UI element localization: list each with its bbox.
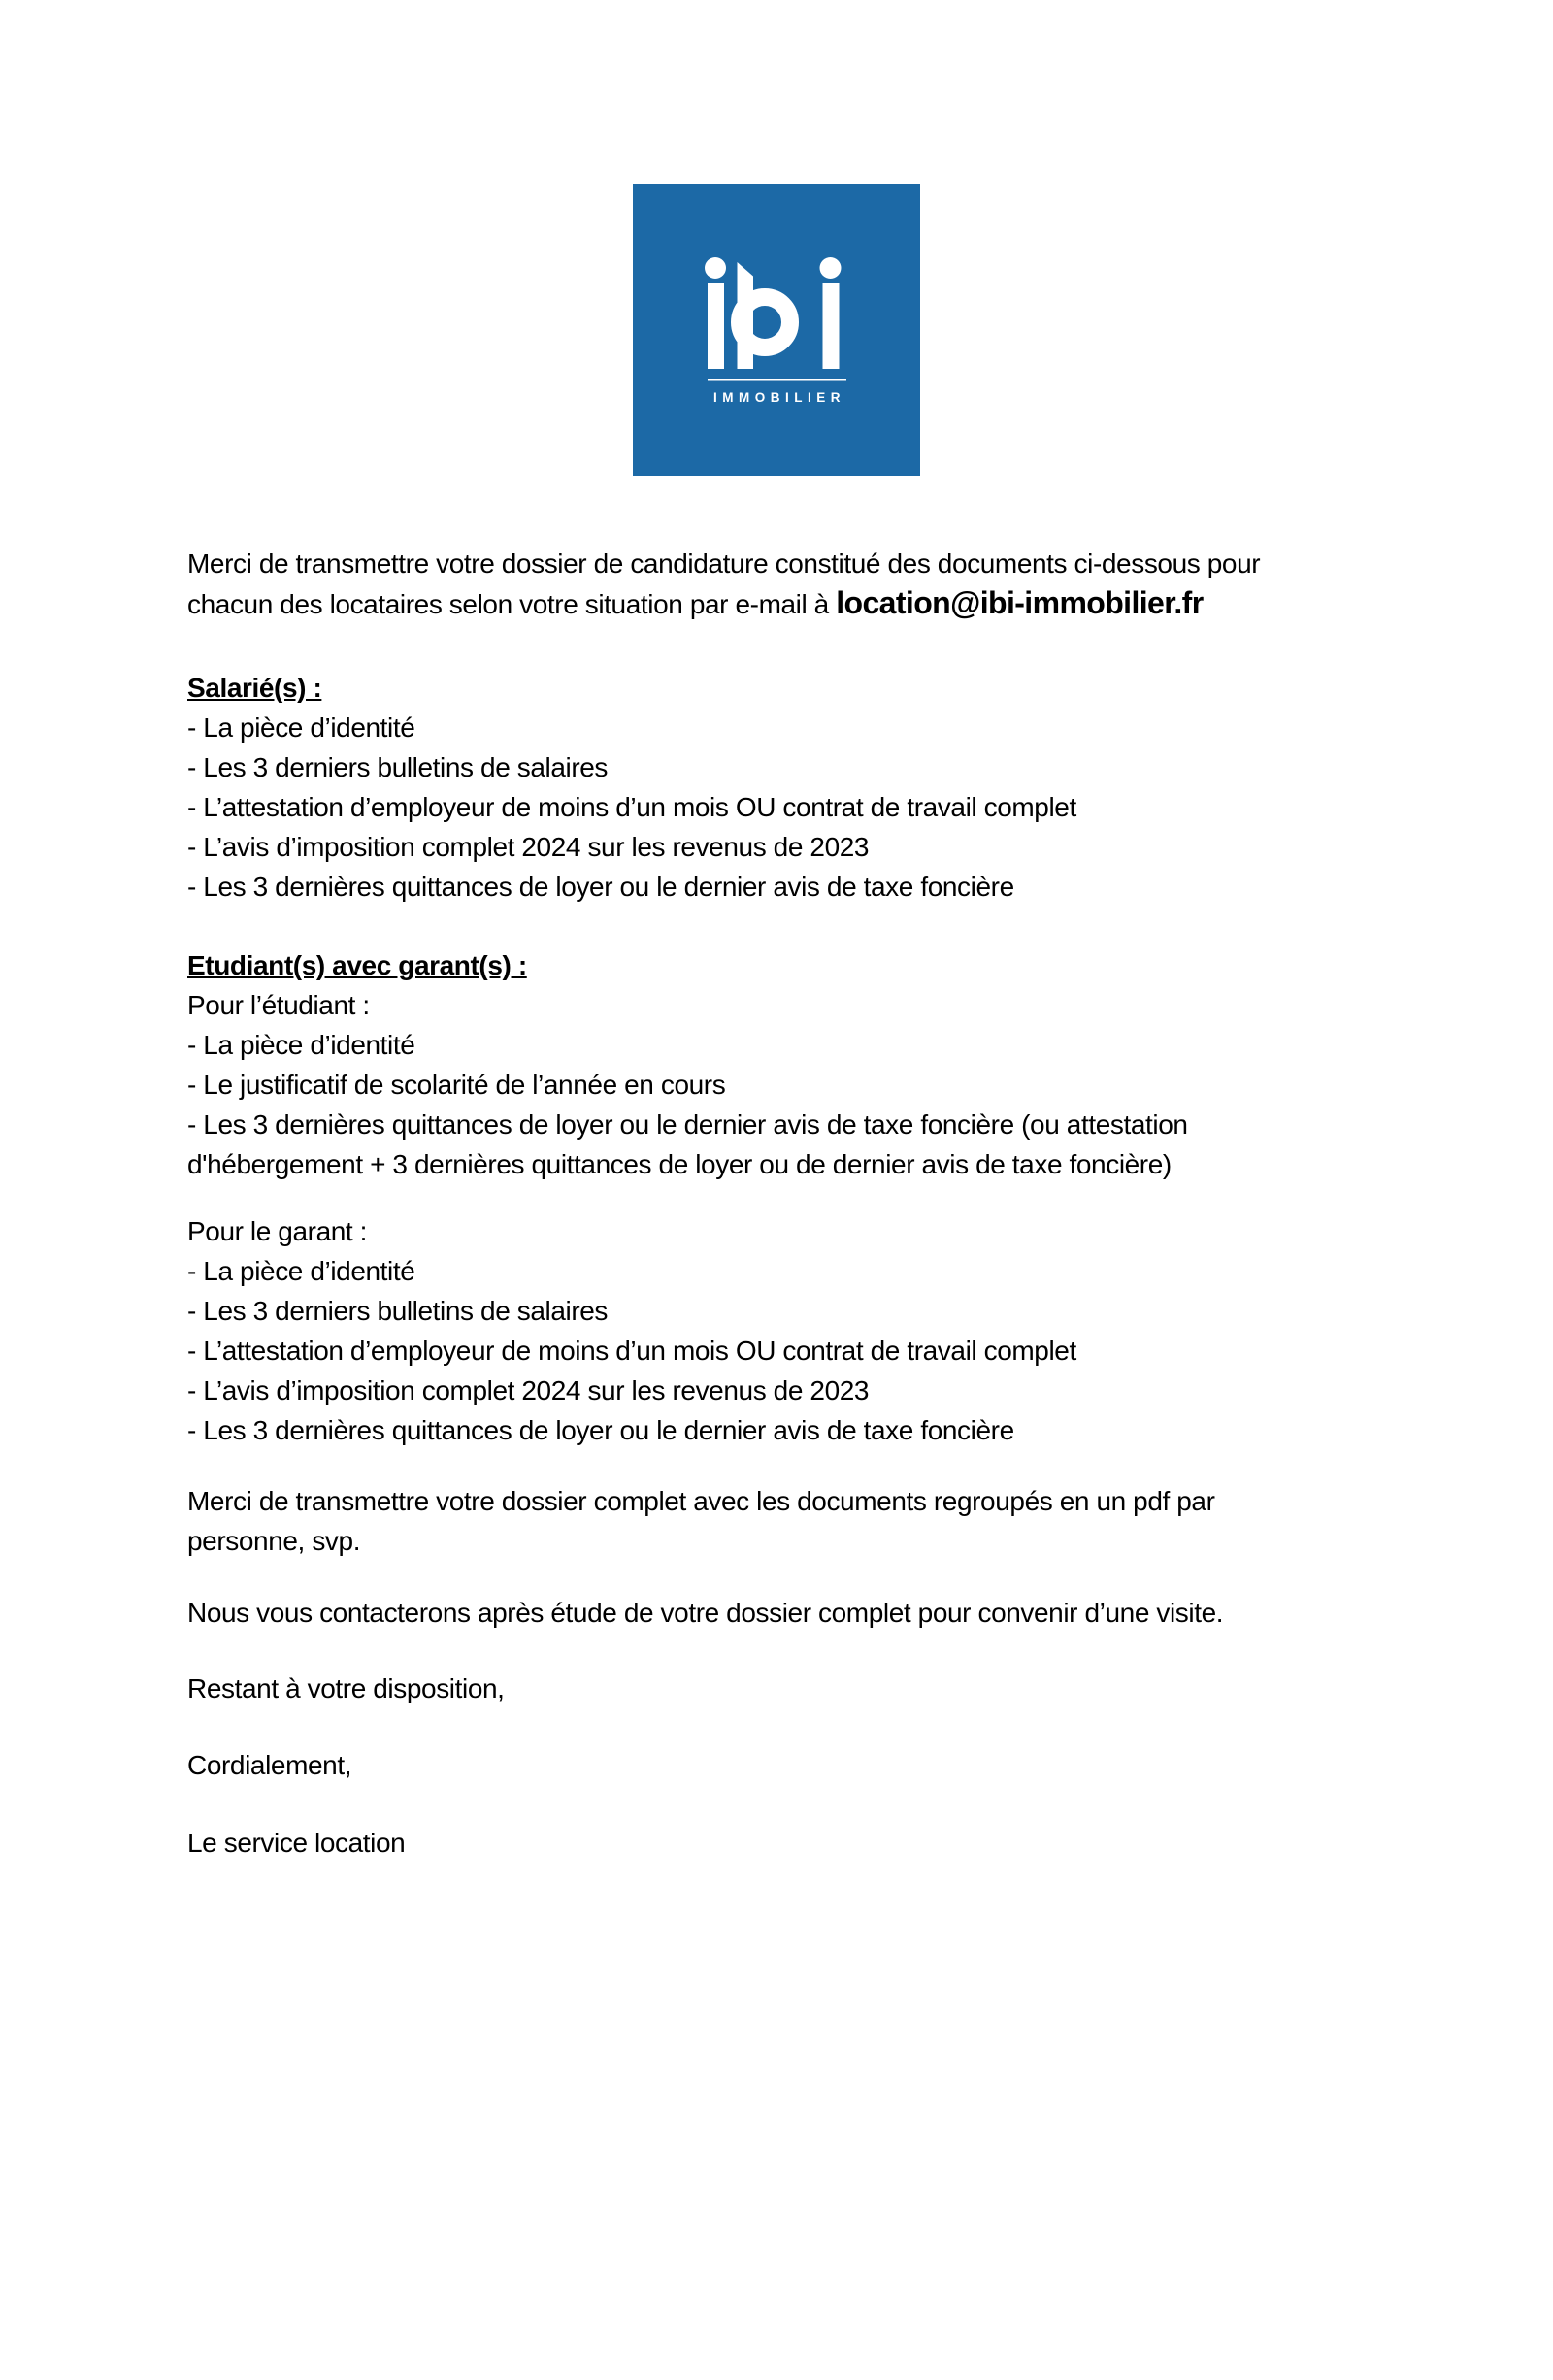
list-item: - La pièce d’identité <box>187 1256 415 1286</box>
closing-paragraph-cordialement: Cordialement, <box>187 1750 352 1780</box>
ibi-logo-icon <box>633 184 920 476</box>
letter-body <box>0 544 1553 1863</box>
closing-signature: Le service location <box>187 1828 406 1858</box>
list-item: - L’attestation d’employeur de moins d’un mois OU contrat de travail complet <box>187 792 1076 822</box>
list-item: - Les 3 dernières quittances de loyer ou le dernier avis de taxe foncière <box>187 1415 1014 1445</box>
guarantor-list <box>187 1251 1407 1450</box>
list-item: - La pièce d’identité <box>187 1030 415 1060</box>
closing-paragraph-pdf: Merci de transmettre votre dossier complet avec les documents regroupés en un pdf par personne, svp. <box>187 1486 1215 1556</box>
etudiants-heading: Etudiant(s) avec garant(s) : <box>187 950 527 980</box>
student-label: Pour l’étudiant : <box>187 990 370 1020</box>
section-etudiants <box>187 945 1407 1450</box>
list-item: - Le justificatif de scolarité de l’année en cours <box>187 1070 726 1100</box>
intro-text: Merci de transmettre votre dossier de candidature constitué des documents ci-dessous pour chacun des locataires selon votre situation par e-mail à <box>187 548 1261 619</box>
closing-paragraph-contact: Nous vous contacterons après étude de votre dossier complet pour convenir d’une visite. <box>187 1598 1224 1628</box>
list-item: - Les 3 derniers bulletins de salaires <box>187 1296 609 1326</box>
guarantor-label: Pour le garant : <box>187 1216 368 1246</box>
salaries-list <box>187 708 1407 907</box>
salaries-heading: Salarié(s) : <box>187 673 322 703</box>
section-salaries <box>187 668 1407 907</box>
intro-paragraph <box>187 544 1407 624</box>
ibi-immobilier-logo <box>633 184 920 476</box>
list-item: - L’avis d’imposition complet 2024 sur les revenus de 2023 <box>187 832 870 862</box>
student-block <box>187 985 1407 1184</box>
list-item: - L’avis d’imposition complet 2024 sur les revenus de 2023 <box>187 1375 870 1405</box>
list-item: - La pièce d’identité <box>187 712 415 743</box>
list-item: - Les 3 dernières quittances de loyer ou le dernier avis de taxe foncière <box>187 872 1014 902</box>
document-page <box>0 184 1553 2380</box>
guarantor-block <box>187 1211 1407 1450</box>
closing-paragraph-disposition: Restant à votre disposition, <box>187 1673 505 1703</box>
list-item: - Les 3 derniers bulletins de salaires <box>187 752 609 782</box>
contact-email-text: location@ibi-immobilier.fr <box>836 585 1204 620</box>
list-item: - L’attestation d’employeur de moins d’un mois OU contrat de travail complet <box>187 1336 1076 1366</box>
logo-wordmark: IMMOBILIER <box>713 390 845 405</box>
student-list <box>187 1025 1407 1184</box>
list-item: - Les 3 dernières quittances de loyer ou le dernier avis de taxe foncière (ou attestation d'hébergement + 3 dernières quittances de loyer ou de dernier avis de taxe foncière) <box>187 1109 1188 1179</box>
